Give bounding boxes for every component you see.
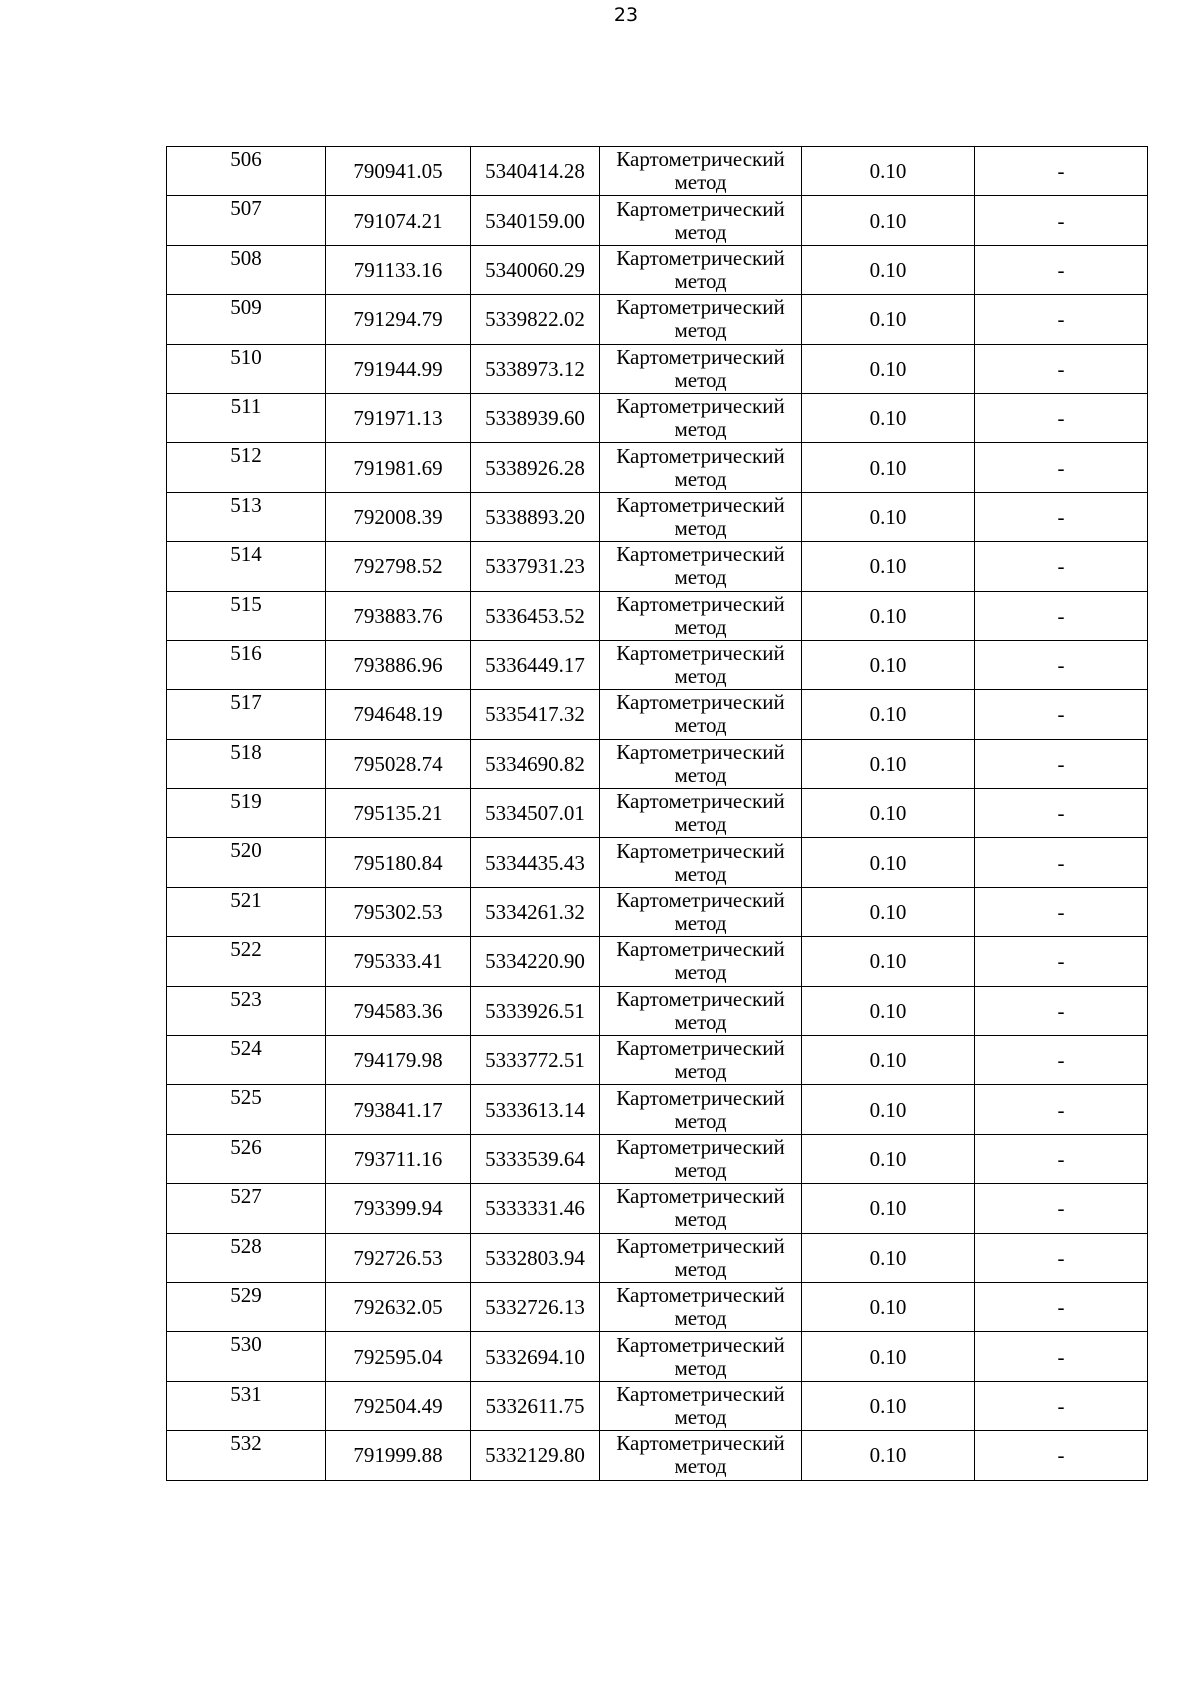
method-cell — [600, 591, 802, 640]
table-row — [167, 1381, 1148, 1430]
method-cell — [600, 344, 802, 393]
note-cell: - — [975, 492, 1148, 541]
method-text: Картометрический метод — [616, 1332, 785, 1380]
x-coordinate-cell: 790941.05 — [326, 147, 471, 196]
method-cell — [600, 443, 802, 492]
accuracy-cell: 0.10 — [802, 591, 975, 640]
note-cell: - — [975, 1332, 1148, 1381]
note-cell: - — [975, 245, 1148, 294]
y-coordinate-cell: 5335417.32 — [471, 690, 600, 739]
table-row — [167, 1085, 1148, 1134]
table-row — [167, 789, 1148, 838]
method-text: Картометрический метод — [616, 245, 785, 293]
coordinates-table-body — [167, 147, 1148, 1481]
point-number-cell: 530 — [167, 1332, 326, 1381]
note-cell: - — [975, 789, 1148, 838]
x-coordinate-cell: 795302.53 — [326, 887, 471, 936]
table-row — [167, 690, 1148, 739]
table-row — [167, 344, 1148, 393]
method-cell — [600, 1233, 802, 1282]
y-coordinate-cell: 5338973.12 — [471, 344, 600, 393]
point-number-cell: 511 — [167, 393, 326, 442]
page-number: 23 — [613, 4, 639, 26]
accuracy-cell: 0.10 — [802, 492, 975, 541]
x-coordinate-cell: 791971.13 — [326, 393, 471, 442]
x-coordinate-cell: 791944.99 — [326, 344, 471, 393]
table-row — [167, 1431, 1148, 1480]
method-cell — [600, 1134, 802, 1183]
point-number-cell: 515 — [167, 591, 326, 640]
note-cell: - — [975, 591, 1148, 640]
method-cell — [600, 147, 802, 196]
table-row — [167, 542, 1148, 591]
note-cell: - — [975, 1036, 1148, 1085]
y-coordinate-cell: 5333613.14 — [471, 1085, 600, 1134]
accuracy-cell: 0.10 — [802, 542, 975, 591]
note-cell: - — [975, 196, 1148, 245]
accuracy-cell: 0.10 — [802, 196, 975, 245]
table-row — [167, 986, 1148, 1035]
x-coordinate-cell: 793711.16 — [326, 1134, 471, 1183]
accuracy-cell: 0.10 — [802, 1036, 975, 1085]
method-text: Картометрический метод — [616, 641, 785, 689]
x-coordinate-cell: 792632.05 — [326, 1282, 471, 1331]
table-row — [167, 591, 1148, 640]
method-text: Картометрический метод — [616, 1431, 785, 1479]
accuracy-cell: 0.10 — [802, 1282, 975, 1331]
x-coordinate-cell: 791999.88 — [326, 1431, 471, 1480]
y-coordinate-cell: 5332803.94 — [471, 1233, 600, 1282]
point-number-cell: 509 — [167, 295, 326, 344]
note-cell: - — [975, 542, 1148, 591]
accuracy-cell: 0.10 — [802, 245, 975, 294]
method-cell — [600, 1332, 802, 1381]
x-coordinate-cell: 792726.53 — [326, 1233, 471, 1282]
method-text: Картометрический метод — [616, 443, 785, 491]
x-coordinate-cell: 792504.49 — [326, 1381, 471, 1430]
method-text: Картометрический метод — [616, 1135, 785, 1182]
method-cell — [600, 1036, 802, 1085]
table-row — [167, 1184, 1148, 1233]
accuracy-cell: 0.10 — [802, 887, 975, 936]
method-cell — [600, 1282, 802, 1331]
table-row — [167, 1282, 1148, 1331]
x-coordinate-cell: 793841.17 — [326, 1085, 471, 1134]
point-number-cell: 521 — [167, 887, 326, 936]
note-cell: - — [975, 147, 1148, 196]
accuracy-cell: 0.10 — [802, 1085, 975, 1134]
x-coordinate-cell: 793399.94 — [326, 1184, 471, 1233]
method-text: Картометрический метод — [616, 196, 785, 244]
method-text: Картометрический метод — [616, 147, 785, 195]
method-cell — [600, 1184, 802, 1233]
table-row — [167, 1036, 1148, 1085]
x-coordinate-cell: 791981.69 — [326, 443, 471, 492]
note-cell: - — [975, 295, 1148, 344]
point-number-cell: 513 — [167, 492, 326, 541]
point-number-cell: 520 — [167, 838, 326, 887]
method-cell — [600, 1085, 802, 1134]
method-cell — [600, 986, 802, 1035]
method-text: Картометрический метод — [616, 690, 785, 738]
method-text: Картометрический метод — [616, 838, 785, 886]
point-number-cell: 512 — [167, 443, 326, 492]
y-coordinate-cell: 5337931.23 — [471, 542, 600, 591]
method-text: Картометрический метод — [616, 1233, 785, 1281]
point-number-cell: 525 — [167, 1085, 326, 1134]
point-number-cell: 524 — [167, 1036, 326, 1085]
note-cell: - — [975, 1282, 1148, 1331]
method-text: Картометрический метод — [616, 394, 785, 442]
point-number-cell: 522 — [167, 937, 326, 986]
method-text: Картометрический метод — [616, 986, 785, 1034]
note-cell: - — [975, 838, 1148, 887]
note-cell: - — [975, 344, 1148, 393]
note-cell: - — [975, 887, 1148, 936]
method-cell — [600, 393, 802, 442]
y-coordinate-cell: 5332129.80 — [471, 1431, 600, 1480]
method-text: Картометрический метод — [616, 1036, 785, 1084]
y-coordinate-cell: 5333331.46 — [471, 1184, 600, 1233]
method-cell — [600, 937, 802, 986]
accuracy-cell: 0.10 — [802, 1233, 975, 1282]
table-row — [167, 1332, 1148, 1381]
table-row — [167, 1233, 1148, 1282]
point-number-cell: 527 — [167, 1184, 326, 1233]
method-cell — [600, 789, 802, 838]
coordinates-table — [166, 146, 1148, 1481]
method-cell — [600, 1431, 802, 1480]
method-text: Картометрический метод — [616, 591, 785, 639]
x-coordinate-cell: 794648.19 — [326, 690, 471, 739]
method-cell — [600, 245, 802, 294]
x-coordinate-cell: 791294.79 — [326, 295, 471, 344]
y-coordinate-cell: 5332611.75 — [471, 1381, 600, 1430]
method-text: Картометрический метод — [616, 1184, 785, 1232]
point-number-cell: 508 — [167, 245, 326, 294]
y-coordinate-cell: 5340060.29 — [471, 245, 600, 294]
x-coordinate-cell: 795180.84 — [326, 838, 471, 887]
x-coordinate-cell: 794179.98 — [326, 1036, 471, 1085]
table-row — [167, 937, 1148, 986]
accuracy-cell: 0.10 — [802, 443, 975, 492]
y-coordinate-cell: 5332694.10 — [471, 1332, 600, 1381]
method-text: Картометрический метод — [616, 1283, 785, 1331]
method-text: Картометрический метод — [616, 937, 785, 985]
accuracy-cell: 0.10 — [802, 1134, 975, 1183]
y-coordinate-cell: 5340159.00 — [471, 196, 600, 245]
y-coordinate-cell: 5338893.20 — [471, 492, 600, 541]
method-text: Картометрический метод — [616, 542, 785, 590]
note-cell: - — [975, 1134, 1148, 1183]
method-cell — [600, 887, 802, 936]
method-text: Картометрический метод — [616, 492, 785, 540]
method-cell — [600, 492, 802, 541]
accuracy-cell: 0.10 — [802, 1381, 975, 1430]
method-cell — [600, 196, 802, 245]
y-coordinate-cell: 5334435.43 — [471, 838, 600, 887]
accuracy-cell: 0.10 — [802, 295, 975, 344]
method-cell — [600, 1381, 802, 1430]
note-cell: - — [975, 443, 1148, 492]
method-text: Картометрический метод — [616, 739, 785, 787]
note-cell: - — [975, 1085, 1148, 1134]
x-coordinate-cell: 792008.39 — [326, 492, 471, 541]
point-number-cell: 523 — [167, 986, 326, 1035]
y-coordinate-cell: 5339822.02 — [471, 295, 600, 344]
table-row — [167, 245, 1148, 294]
x-coordinate-cell: 793883.76 — [326, 591, 471, 640]
accuracy-cell: 0.10 — [802, 937, 975, 986]
table-row — [167, 492, 1148, 541]
method-cell — [600, 640, 802, 689]
y-coordinate-cell: 5338926.28 — [471, 443, 600, 492]
accuracy-cell: 0.10 — [802, 393, 975, 442]
x-coordinate-cell: 795135.21 — [326, 789, 471, 838]
x-coordinate-cell: 794583.36 — [326, 986, 471, 1035]
point-number-cell: 516 — [167, 640, 326, 689]
table-row — [167, 640, 1148, 689]
note-cell: - — [975, 937, 1148, 986]
accuracy-cell: 0.10 — [802, 690, 975, 739]
note-cell: - — [975, 1184, 1148, 1233]
accuracy-cell: 0.10 — [802, 344, 975, 393]
accuracy-cell: 0.10 — [802, 640, 975, 689]
y-coordinate-cell: 5340414.28 — [471, 147, 600, 196]
method-cell — [600, 542, 802, 591]
method-cell — [600, 739, 802, 788]
note-cell: - — [975, 739, 1148, 788]
y-coordinate-cell: 5334261.32 — [471, 887, 600, 936]
table-row — [167, 147, 1148, 196]
y-coordinate-cell: 5333772.51 — [471, 1036, 600, 1085]
point-number-cell: 528 — [167, 1233, 326, 1282]
accuracy-cell: 0.10 — [802, 986, 975, 1035]
point-number-cell: 507 — [167, 196, 326, 245]
method-cell — [600, 690, 802, 739]
y-coordinate-cell: 5336449.17 — [471, 640, 600, 689]
note-cell: - — [975, 393, 1148, 442]
method-text: Картометрический метод — [616, 1381, 785, 1429]
table-row — [167, 443, 1148, 492]
y-coordinate-cell: 5336453.52 — [471, 591, 600, 640]
method-text: Картометрический метод — [616, 344, 785, 392]
point-number-cell: 531 — [167, 1381, 326, 1430]
method-cell — [600, 295, 802, 344]
accuracy-cell: 0.10 — [802, 147, 975, 196]
x-coordinate-cell: 791133.16 — [326, 245, 471, 294]
note-cell: - — [975, 986, 1148, 1035]
x-coordinate-cell: 792798.52 — [326, 542, 471, 591]
y-coordinate-cell: 5334690.82 — [471, 739, 600, 788]
method-text: Картометрический метод — [616, 888, 785, 936]
y-coordinate-cell: 5338939.60 — [471, 393, 600, 442]
x-coordinate-cell: 795028.74 — [326, 739, 471, 788]
note-cell: - — [975, 690, 1148, 739]
point-number-cell: 519 — [167, 789, 326, 838]
table-row — [167, 887, 1148, 936]
y-coordinate-cell: 5333539.64 — [471, 1134, 600, 1183]
accuracy-cell: 0.10 — [802, 1184, 975, 1233]
accuracy-cell: 0.10 — [802, 838, 975, 887]
x-coordinate-cell: 792595.04 — [326, 1332, 471, 1381]
x-coordinate-cell: 795333.41 — [326, 937, 471, 986]
table-row — [167, 393, 1148, 442]
y-coordinate-cell: 5332726.13 — [471, 1282, 600, 1331]
note-cell: - — [975, 1431, 1148, 1480]
x-coordinate-cell: 793886.96 — [326, 640, 471, 689]
table-row — [167, 838, 1148, 887]
x-coordinate-cell: 791074.21 — [326, 196, 471, 245]
point-number-cell: 517 — [167, 690, 326, 739]
point-number-cell: 526 — [167, 1134, 326, 1183]
point-number-cell: 532 — [167, 1431, 326, 1480]
method-text: Картометрический метод — [616, 295, 785, 343]
method-text: Картометрический метод — [616, 789, 785, 837]
note-cell: - — [975, 1233, 1148, 1282]
method-text: Картометрический метод — [616, 1085, 785, 1133]
method-cell — [600, 838, 802, 887]
table-row — [167, 196, 1148, 245]
table-row — [167, 1134, 1148, 1183]
point-number-cell: 518 — [167, 739, 326, 788]
accuracy-cell: 0.10 — [802, 789, 975, 838]
y-coordinate-cell: 5334220.90 — [471, 937, 600, 986]
point-number-cell: 529 — [167, 1282, 326, 1331]
accuracy-cell: 0.10 — [802, 739, 975, 788]
accuracy-cell: 0.10 — [802, 1431, 975, 1480]
note-cell: - — [975, 640, 1148, 689]
note-cell: - — [975, 1381, 1148, 1430]
table-row — [167, 295, 1148, 344]
y-coordinate-cell: 5334507.01 — [471, 789, 600, 838]
accuracy-cell: 0.10 — [802, 1332, 975, 1381]
point-number-cell: 514 — [167, 542, 326, 591]
table-row — [167, 739, 1148, 788]
point-number-cell: 506 — [167, 147, 326, 196]
point-number-cell: 510 — [167, 344, 326, 393]
y-coordinate-cell: 5333926.51 — [471, 986, 600, 1035]
